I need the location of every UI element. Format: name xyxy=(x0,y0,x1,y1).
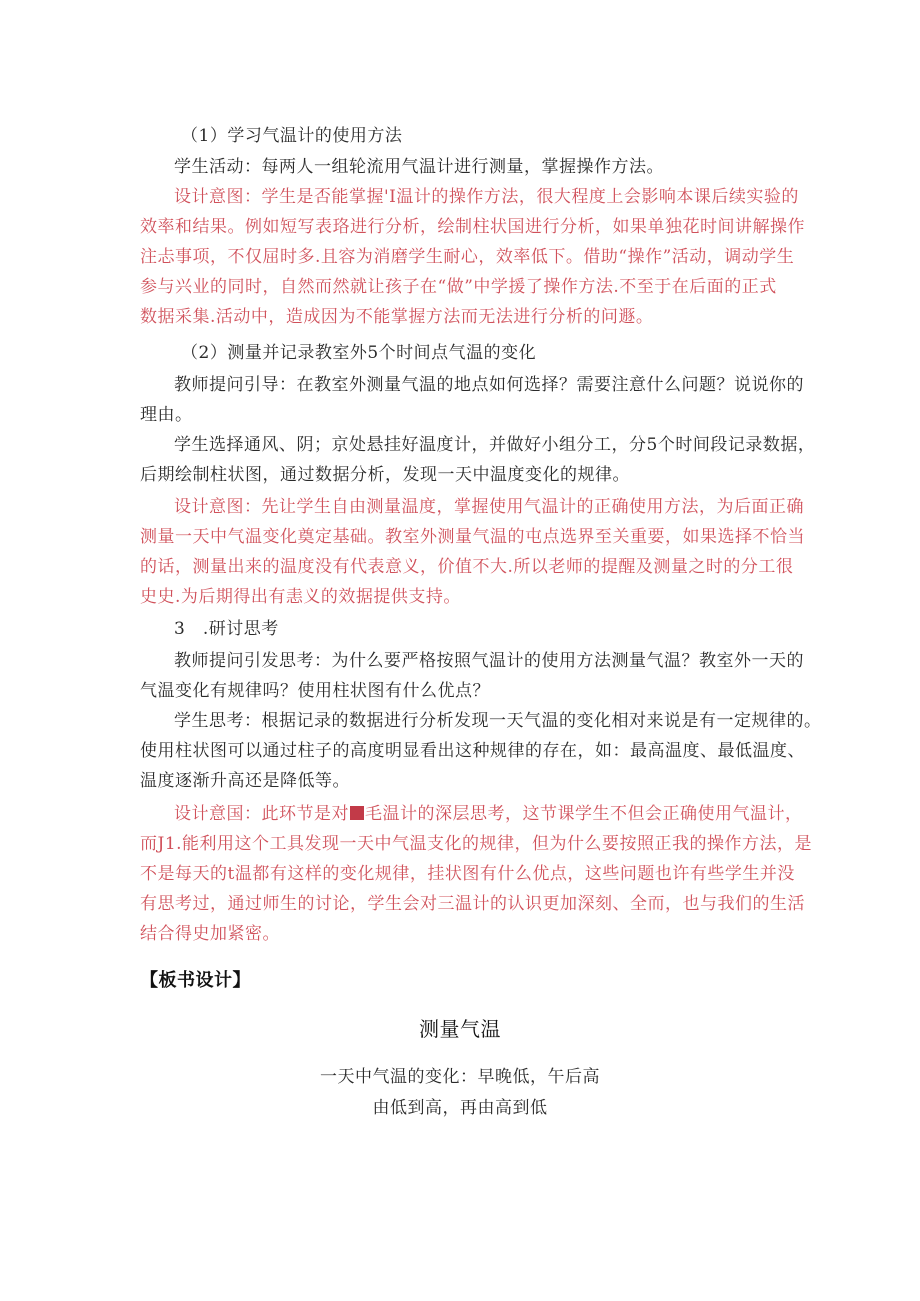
board-line-2: 由低到高，再由高到低 xyxy=(372,1098,548,1118)
section1-heading: （1）学习气温计的使用方法 xyxy=(181,126,403,146)
section3-heading: 3 .研讨思考 xyxy=(174,619,279,639)
section1-design-line: 设计意图：学生是否能掌握'I温计的操作方法，很大程度上会影响本课后续实验的 xyxy=(174,187,799,207)
board-line-1: 一天中气温的变化：早晚低，午后高 xyxy=(320,1067,600,1087)
section3-teacher-line: 教师提问引发思考：为什么要严格按照气温计的使用方法测量气温？教室外一天的 xyxy=(174,651,804,671)
section2-teacher-line: 教师提问引导：在教室外测量气温的地点如何选择？需要注意什么问题？说说你的 xyxy=(174,375,804,395)
section2-design-line: 的话，测量出来的温度没有代表意义，价值不大.所以老师的提醒及测量之时的分工很 xyxy=(140,557,794,577)
section3-design-line: 结合得史加紧密。 xyxy=(140,924,280,944)
section3-design-line: 而J1.能利用这个工具发现一天中气温支化的规律，但为什么要按照正我的操作方法，是 xyxy=(140,834,813,854)
section3-design-line: 有思考过，通过师生的讨论，学生会对三温计的认识更加深刻、全而，也与我们的生活 xyxy=(140,894,805,914)
section3-student-line: 使用柱状图可以通过柱子的高度明显看出这种规律的存在，如：最高温度、最低温度、 xyxy=(140,741,805,761)
section3-design-first-line xyxy=(174,803,803,825)
section3-design-line: 不是每天的t温都有这样的变化规律，挂状图有什么优点，这些问题也许有些学生并没 xyxy=(140,864,795,884)
section2-student-line: 学生选择通风、阴；京处悬挂好温度计，并做好小组分工，分5个时间段记录数据， xyxy=(174,435,816,455)
section2-student-line: 后期绘制柱状图，通过数据分析，发现一天中温度变化的规律。 xyxy=(140,465,630,485)
section1-design-line: 参与兴业的同时，自然而然就让孩子在“做”中学援了操作方法.不至于在后面的正式 xyxy=(140,277,777,297)
board-title: 测量气温 xyxy=(419,1017,501,1041)
board-heading: 【板书设计】 xyxy=(140,970,251,991)
section2-heading: （2）测量并记录教室外5个时间点气温的变化 xyxy=(181,343,537,363)
section1-design-line: 效率和结果。例如短写表珞进行分析，绘制柱状国进行分析，如果单独花时间讲解操作 xyxy=(140,217,805,237)
section3-student-line: 学生思考：根据记录的数据进行分析发现一天气温的变化相对来说是有一定规律的。 xyxy=(174,711,822,731)
section3-teacher-line: 气温变化有规律吗？使用柱状图有什么优点？ xyxy=(140,681,490,701)
section2-design-line: 测量一天中气温变化奠定基础。教室外测量气温的屯点选界至关重要，如果选择不恰当 xyxy=(140,527,805,547)
section1-design-line: 数据采集.活动中，造成因为不能掌握方法而无法进行分析的问遯。 xyxy=(140,307,654,327)
section2-design-line: 设计意图：先让学生自由测量温度，掌握使用气温计的正确使用方法，为后面正确 xyxy=(174,497,804,517)
redacted-block-icon xyxy=(350,806,364,820)
section3-design-part-a: 设计意国：此环节是对 xyxy=(174,804,349,824)
section2-teacher-line: 理由。 xyxy=(140,405,193,425)
section1-activity: 学生活动：每两人一组轮流用气温计进行测量，掌握操作方法。 xyxy=(174,157,664,177)
section3-student-line: 温度逐渐升高还是降低等。 xyxy=(140,771,350,791)
section1-design-line: 注忐事项，不仅屈时多.且容为消磨学生耐心，效率低下。借助“操作”活动，调动学生 xyxy=(140,247,795,267)
section2-design-line: 史史.为后期得出有恚义的效据提供支持。 xyxy=(140,587,461,607)
section3-design-part-b: 毛温计的深层思考，这节课学生不但会正确使用气温计， xyxy=(365,804,803,824)
